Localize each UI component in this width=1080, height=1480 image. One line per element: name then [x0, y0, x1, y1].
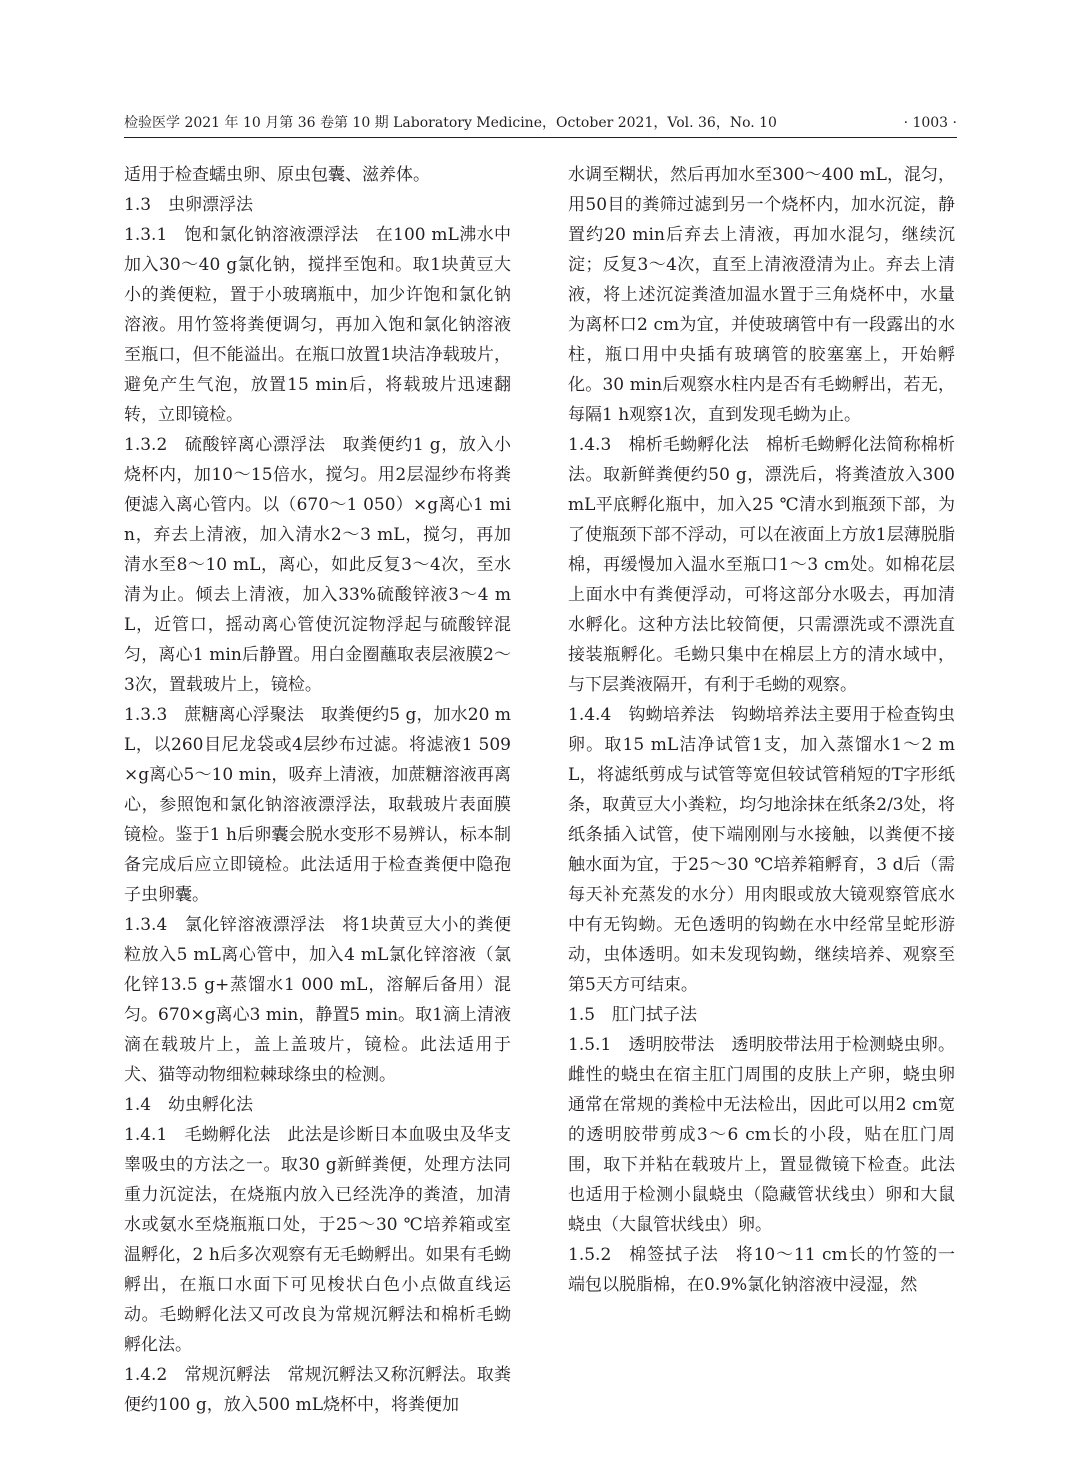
left-column	[124, 160, 511, 1420]
subsection-text: 取粪便约1 g，放入小烧杯内，加10～15倍水，搅匀。用2层湿纱布将粪便滤入离心管内。以（670～1 050）×g离心1 min，弃去上清液，加入清水2～3 mL，搅匀，再加清水至8～10 mL，离心，如此反复3～4次，至水清为止。倾去上清液，加入33%硫酸锌液3～4 mL，近管口，摇动离心管使沉淀物浮起与硫酸锌混匀，离心1 min后静置。用白金圈蘸取表层液膜2～3次，置载玻片上，镜检。	[124, 435, 511, 695]
section-heading-1-4	[124, 1090, 511, 1120]
paragraph-continuation: 水调至糊状，然后再加水至300～400 mL，混匀，用50目的粪筛过滤到另一个烧杯内，加水沉淀，静置约20 min后弃去上清液，再加水混匀，继续沉淀；反复3～4次，直至上清液澄清为止。弃去上清液，将上述沉淀粪渣加温水置于三角烧杯中，水量为离杯口2 cm为宜，并使玻璃管中有一段露出的水柱，瓶口用中央插有玻璃管的胶塞塞上，开始孵化。30 min后观察水柱内是否有毛蚴孵出，若无，每隔1 h观察1次，直到发现毛蚴为止。	[568, 165, 955, 425]
subsection-title: 氯化锌溶液漂浮法	[184, 915, 326, 935]
subsection-1-5-1	[568, 1030, 955, 1240]
section-number: 1.3	[124, 195, 152, 215]
subsection-1-3-3	[124, 700, 511, 910]
subsection-number: 1.4.3	[568, 435, 612, 455]
page-number: · 1003 ·	[903, 115, 957, 131]
subsection-text: 此法是诊断日本血吸虫及华支睾吸虫的方法之一。取30 g新鲜粪便，处理方法同重力沉淀法，在烧瓶内放入已经洗净的粪渣，加清水或氨水至烧瓶瓶口处，于25～30 ℃培养箱或室温孵化，2 h后多次观察有无毛蚴孵出。如果有毛蚴孵出，在瓶口水面下可见梭状白色小点做直线运动。毛蚴孵化法又可改良为常规沉孵法和棉析毛蚴孵化法。	[124, 1125, 512, 1355]
section-heading-1-3	[124, 190, 511, 220]
subsection-title: 棉签拭子法	[628, 1245, 719, 1265]
subsection-number: 1.5.1	[568, 1035, 612, 1055]
subsection-text: 在100 mL沸水中加入30～40 g氯化钠，搅拌至饱和。取1块黄豆大小的粪便粒，置于小玻璃瓶中，加少许饱和氯化钠溶液。用竹签将粪便调匀，再加入饱和氯化钠溶液至瓶口，但不能溢出。在瓶口放置1块洁净载玻片，避免产生气泡，放置15 min后，将载玻片迅速翻转，立即镜检。	[124, 225, 512, 425]
subsection-text: 常规沉孵法又称沉孵法。取粪便约100 g，放入500 mL烧杯中，将粪便加	[124, 1365, 512, 1415]
journal-running-head: 检验医学 2021 年 10 月第 36 卷第 10 期 Laboratory Medicine，October 2021，Vol. 36，No. 10	[124, 115, 777, 131]
subsection-text: 钩蚴培养法主要用于检查钩虫卵。取15 mL洁净试管1支，加入蒸馏水1～2 mL，将滤纸剪成与试管等宽但较试管稍短的T字形纸条，取黄豆大小粪粒，均匀地涂抹在纸条2/3处，将纸条插入试管，使下端刚刚与水接触，以粪便不接触水面为宜，于25～30 ℃培养箱孵育，3 d后（需每天补充蒸发的水分）用肉眼或放大镜观察管底水中有无钩蚴。无色透明的钩蚴在水中经常呈蛇形游动，虫体透明。如未发现钩蚴，继续培养、观察至第5天方可结束。	[568, 705, 956, 995]
subsection-title: 钩蚴培养法	[628, 705, 715, 725]
subsection-number: 1.4.4	[568, 705, 612, 725]
subsection-1-5-2	[568, 1240, 955, 1300]
subsection-title: 毛蚴孵化法	[184, 1125, 271, 1145]
subsection-text: 将1块黄豆大小的粪便粒放入5 mL离心管中，加入4 mL氯化锌溶液（氯化锌13.5 g+蒸馏水1 000 mL，溶解后备用）混匀。670×g离心3 min，静置5 min。取1滴上清液滴在载玻片上，盖上盖玻片，镜检。此法适用于犬、猫等动物细粒棘球绦虫的检测。	[124, 915, 511, 1085]
subsection-1-4-3	[568, 430, 955, 700]
subsection-text: 棉析毛蚴孵化法简称棉析法。取新鲜粪便约50 g，漂洗后，将粪渣放入300 mL平底孵化瓶中，加入25 ℃清水到瓶颈下部，为了使瓶颈下部不浮动，可以在液面上方放1层薄脱脂棉，再缓慢加入温水至瓶口1～3 cm处。如棉花层上面水中有粪便浮动，可将这部分水吸去，再加清水孵化。这种方法比较简便，只需漂洗或不漂洗直接装瓶孵化。毛蚴只集中在棉层上方的清水域中，与下层粪液隔开，有利于毛蚴的观察。	[568, 435, 956, 695]
subsection-number: 1.4.2	[124, 1365, 168, 1385]
subsection-title: 透明胶带法	[628, 1035, 715, 1055]
subsection-1-4-1	[124, 1120, 511, 1360]
section-heading-1-5	[568, 1000, 955, 1030]
subsection-1-3-4	[124, 910, 511, 1090]
subsection-number: 1.3.1	[124, 225, 168, 245]
subsection-title: 蔗糖离心浮聚法	[184, 705, 304, 725]
subsection-text: 透明胶带法用于检测蛲虫卵。雌性的蛲虫在宿主肛门周围的皮肤上产卵，蛲虫卵通常在常规的粪检中无法检出，因此可以用2 cm宽的透明胶带剪成3～6 cm长的小段，贴在肛门周围，取下并粘在载玻片上，置显微镜下检查。此法也适用于检测小鼠蛲虫（隐藏管状线虫）卵和大鼠蛲虫（大鼠管状线虫）卵。	[568, 1035, 956, 1235]
subsection-1-3-1	[124, 220, 511, 430]
section-number: 1.5	[568, 1005, 596, 1025]
subsection-title: 硫酸锌离心漂浮法	[184, 435, 326, 455]
subsection-number: 1.5.2	[568, 1245, 612, 1265]
paragraph-continuation: 适用于检查蠕虫卵、原虫包囊、滋养体。	[124, 165, 430, 185]
subsection-text: 将10～11 cm长的竹签的一端包以脱脂棉，在0.9%氯化钠溶液中浸湿，然	[568, 1245, 956, 1295]
subsection-1-4-4	[568, 700, 955, 1000]
right-column	[568, 160, 955, 1300]
section-title: 幼虫孵化法	[168, 1095, 254, 1115]
section-title: 虫卵漂浮法	[168, 195, 254, 215]
subsection-title: 常规沉孵法	[184, 1365, 271, 1385]
subsection-1-4-2	[124, 1360, 511, 1420]
subsection-1-3-2	[124, 430, 511, 700]
subsection-number: 1.3.4	[124, 915, 168, 935]
subsection-number: 1.4.1	[124, 1125, 168, 1145]
subsection-title: 饱和氯化钠溶液漂浮法	[184, 225, 359, 245]
section-title: 肛门拭子法	[612, 1005, 698, 1025]
subsection-number: 1.3.3	[124, 705, 168, 725]
page-header	[124, 113, 957, 138]
subsection-text: 取粪便约5 g，加水20 mL，以260目尼龙袋或4层纱布过滤。将滤液1 509×g离心5～10 min，吸弃上清液，加蔗糖溶液再离心，参照饱和氯化钠溶液漂浮法，取载玻片表面膜镜检。鉴于1 h后卵囊会脱水变形不易辨认，标本制备完成后应立即镜检。此法适用于检查粪便中隐孢子虫卵囊。	[124, 705, 511, 905]
subsection-number: 1.3.2	[124, 435, 168, 455]
subsection-title: 棉析毛蚴孵化法	[628, 435, 749, 455]
section-number: 1.4	[124, 1095, 152, 1115]
